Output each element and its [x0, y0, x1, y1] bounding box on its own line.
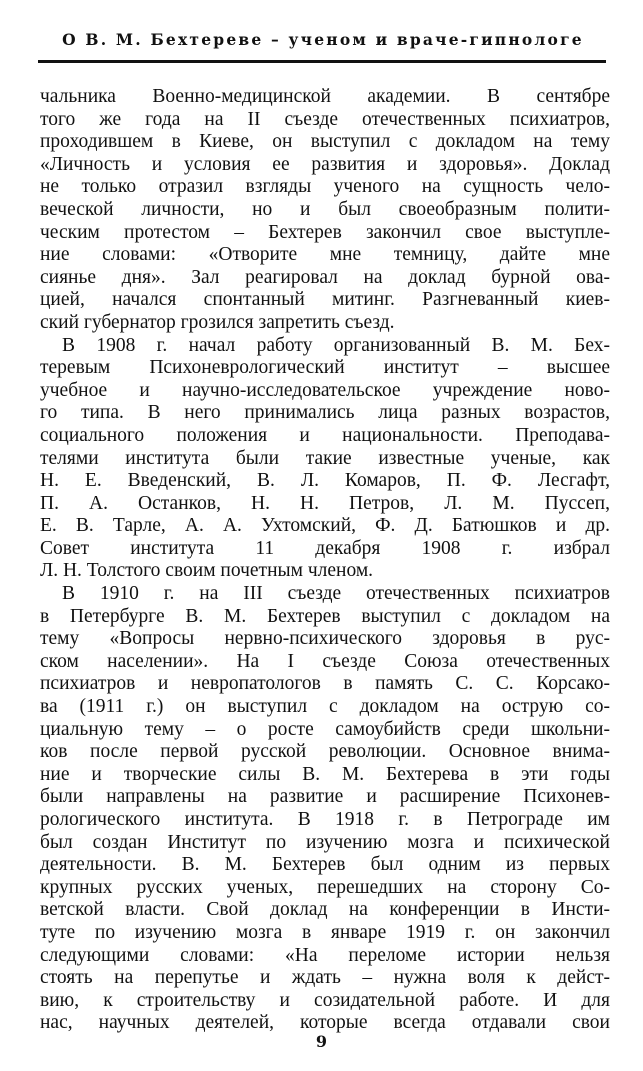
text-line: учебное и научно-исследовательское учреждение ново- [40, 379, 610, 401]
text-line: не только отразил взгляды ученого на сущность чело- [40, 176, 610, 198]
text-line: цией, начался спонтанный митинг. Разгневанный киев- [40, 289, 610, 311]
text-line: рологического института. В 1918 г. в Петрограде им [40, 809, 610, 830]
page-number: 9 [315, 1032, 328, 1051]
text-line: того же года на II съезде отечественных психиатров, [40, 108, 610, 130]
text-line: В 1908 г. начал работу организованный В. М. Бех- [62, 334, 610, 356]
text-line: стоять на перепутье и ждать – нужна воля к дейст- [40, 967, 610, 989]
text-line: в Петербурге В. М. Бехтерев выступил с докладом на [40, 605, 610, 627]
text-line: сиянье дня». Зал реагировал на доклад бурной ова- [40, 266, 610, 288]
running-head: О В. М. Бехтереве – ученом и враче-гипнологе [62, 30, 584, 49]
text-line: веческой личности, но и был своеобразным полити- [40, 198, 610, 220]
text-line: ва (1911 г.) он выступил с докладом на острую со- [40, 696, 610, 718]
text-line: теревым Психоневрологический институт – высшее [40, 357, 610, 379]
text-line: ветской власти. Свой доклад на конференции в Инсти- [40, 899, 610, 921]
text-line: крупных русских ученых, перешедших на сторону Со- [40, 876, 610, 898]
text-line: Н. Е. Введенский, В. Л. Комаров, П. Ф. Лесгафт, [40, 470, 610, 492]
text-line: туте по изучению мозга в январе 1919 г. он закончил [40, 921, 610, 943]
text-line: вию, к строительству и созидательной работе. И для [40, 989, 610, 1011]
body-text [40, 86, 610, 1035]
text-line: тему «Вопросы нервно-психического здоровья в рус- [40, 628, 610, 650]
text-line: го типа. В него принимались лица разных возрастов, [40, 402, 610, 424]
text-line: циальную тему – о росте самоубийств среди школьни- [40, 718, 610, 740]
text-line: «Личность и условия ее развития и здоровья». Доклад [40, 153, 610, 175]
text-line: проходившем в Киеве, он выступил с докладом на тему [40, 131, 610, 153]
text-line: Л. Н. Толстого своим почетным членом. [40, 560, 374, 582]
text-line: психиатров и невропатологов в память С. С. Корсако- [40, 673, 610, 695]
text-line: ние словами: «Отворите мне темницу, дайте мне [40, 244, 610, 266]
text-line: деятельности. В. М. Бехтерев был одним из первых [40, 854, 610, 876]
text-line: ческим протестом – Бехтерев закончил свое выступле- [40, 221, 610, 243]
text-line: В 1910 г. на III съезде отечественных психиатров [62, 583, 610, 605]
text-line: П. А. Останков, Н. Н. Петров, Л. М. Пуссеп, [40, 492, 610, 514]
text-line: Совет института 11 декабря 1908 г. избрал [40, 537, 610, 559]
header-rule [38, 60, 606, 63]
text-line: следующими словами: «На переломе истории нельзя [40, 944, 610, 966]
text-line: чальника Военно-медицинской академии. В сентябре [40, 86, 610, 107]
text-line: ние и творческие силы В. М. Бехтерева в эти годы [40, 763, 610, 785]
text-line: Е. В. Тарле, А. А. Ухтомский, Ф. Д. Батюшков и др. [40, 515, 610, 537]
text-line: ков после первой русской революции. Основное внима- [40, 741, 610, 763]
text-line: был создан Институт по изучению мозга и психической [40, 831, 610, 853]
text-line: ский губернатор грозился запретить съезд. [40, 311, 395, 333]
text-line: телями института были такие известные ученые, как [40, 447, 610, 469]
text-line: нас, научных деятелей, которые всегда отдавали свои [40, 1012, 610, 1034]
text-line: социального положения и национальности. Преподава- [40, 424, 610, 446]
text-line: были направлены на развитие и расширение Психонев- [40, 786, 610, 808]
text-line: ском населении». На I съезде Союза отечественных [40, 650, 610, 672]
